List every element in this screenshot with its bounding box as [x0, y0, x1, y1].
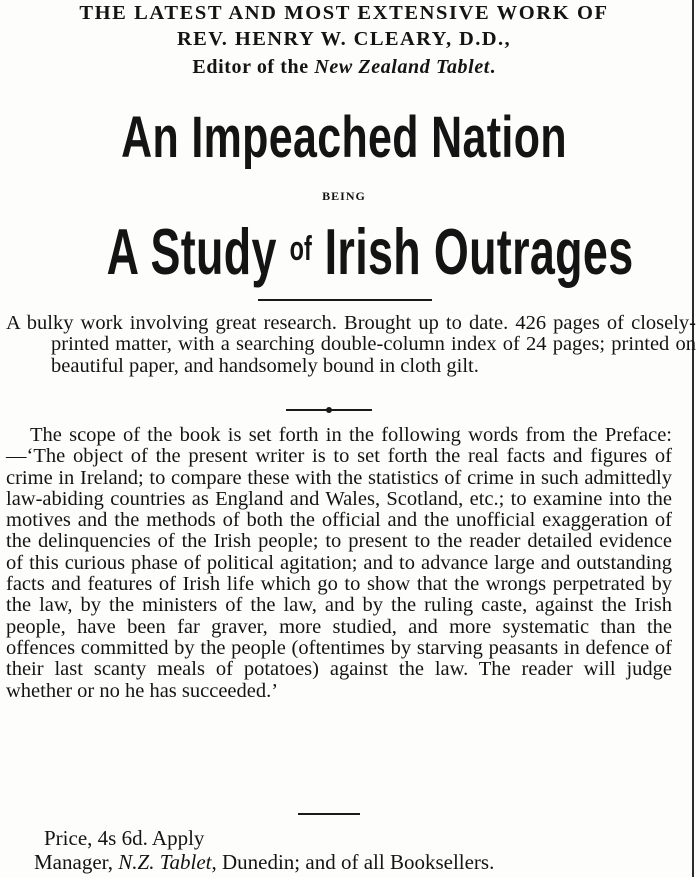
summary-lead: A bulky work involving great research. [6, 312, 337, 334]
manager-publication: N.Z. Tablet [118, 850, 212, 874]
manager-line [34, 850, 494, 875]
divider-ornament [326, 407, 332, 413]
header-line-1: THE LATEST AND MOST EXTENSIVE WORK OF [79, 2, 609, 24]
title-connector: BEING [322, 189, 366, 203]
subtitle-of: of [289, 230, 312, 268]
column-rule [692, 0, 694, 877]
subtitle-part-a: A Study [106, 215, 290, 288]
publication-name: New Zealand Tablet [314, 56, 490, 78]
divider-rule [298, 813, 360, 815]
author-role [0, 56, 688, 79]
manager-suffix: , Dunedin; and of all Booksellers. [211, 850, 495, 874]
manager-prefix: Manager, [34, 850, 119, 874]
book-subtitle [106, 214, 634, 289]
author-role-suffix: . [489, 56, 496, 78]
preface-paragraph: The scope of the book is set forth in the following words from the Preface:—‘The object of the present writer is to set forth the real facts and figures of crime in Ireland; to compare these with the statistics of crime in such admittedly law-abiding countries as England and Wales, Scotland, etc.; to examine into the motives and the methods of both the official and the unofficial exaggeration of the delinquencies of the Irish people; to present to the reader detailed evidence of this curious phase of political agitation; and to advance large and outstanding facts and features of Irish life which go to show that the wrongs perpetrated by the law, by the ministers of the law, and by the ruling caste, against the Irish people, have been far graver, more studied, and more systematic than the offences committed by the people (oftentimes by starving peasants in defence of their last scanty meals of potatoes) against the law. The reader will judge whether or no he has succeeded.’ [6, 424, 672, 702]
author-name: REV. HENRY W. CLEARY, D.D., [176, 28, 512, 50]
subtitle-part-b: Irish Outrages [311, 215, 634, 288]
author-role-prefix: Editor of the [192, 56, 315, 78]
summary-rest: Brought up to date. 426 pages of closely-printed matter, with a searching double-column index of 24 pages; printed on beautiful paper, and handsomely bound in cloth gilt. [51, 312, 696, 377]
book-title: An Impeached Nation [121, 105, 567, 170]
summary-paragraph [6, 313, 696, 377]
price-line: Price, 4s 6d. Apply [44, 826, 205, 850]
divider-rule [258, 299, 432, 301]
